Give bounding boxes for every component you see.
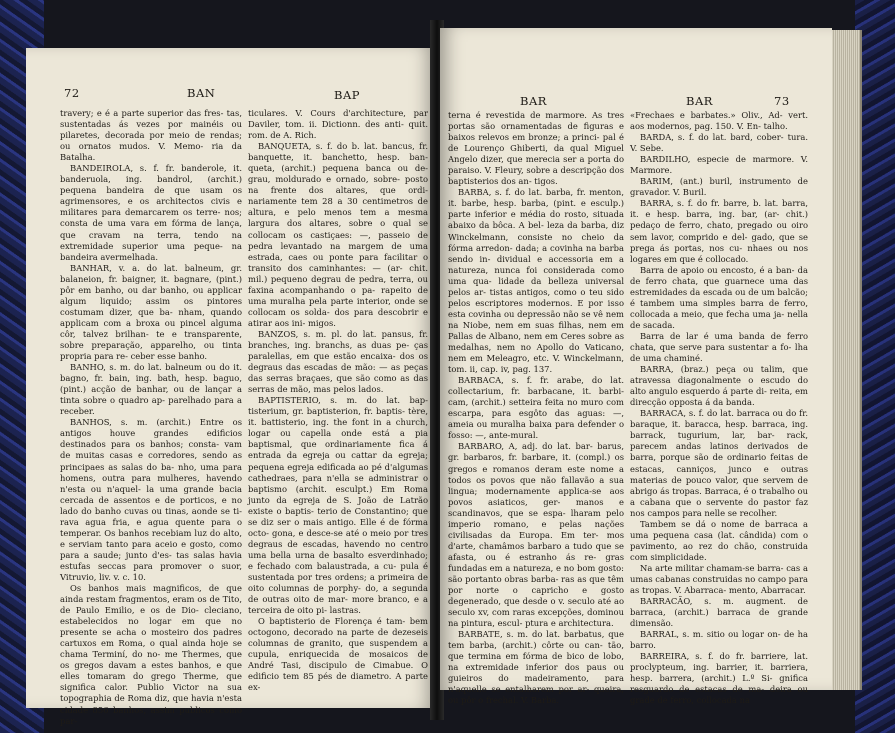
entry-paragraph: BARBARO, A, adj. do lat. bar- barus, gr. barbaros, fr. barbare, it. (compl.) os gregos e romanos deram este nome a todos os povos que não fallavão a sua lingua; modernamente applica-se aos povos asiaticos, ger- manos e scandinavos, que se espa- lharam pelo imperio romano, e pelas nações civilisadas da Europa. Em ter- mos d'arte, chamâmos barbaro a tudo que se afasta, ou é estranho ás re- gras fundadas em a natureza, e no bom gosto: são portanto obras barba- ras as que têm por norte o capricho e gosto degenerado, que desde o v. seculo até ao seculo xv, com raras excepções, dominou na pintura, escul- ptura e architectura. [448, 441, 624, 629]
right-page-column-1 [448, 110, 624, 707]
page-number-left: 72 [64, 86, 80, 100]
entry-paragraph: BARIM, (ant.) buril, instrumento de gravador. V. Buril. [630, 176, 808, 198]
entry-paragraph: BARRAL, s. m. sitio ou logar on- de ha barro. [630, 629, 808, 651]
left-page-column-2 [248, 108, 428, 693]
left-page [26, 48, 434, 726]
entry-paragraph: BANQUETA, s. f. do b. lat. bancus, fr. banquette, it. banchetto, hesp. ban- queta, (archit.) pequena banca ou de- grau, moldurado e ornado, sobre- posto na frente dos altares, que ordi- nariamente tem 28 a 30 centimetros de altura, e pelo menos tem a mesma largura dos altares, sobre o qual se collocam os castiçaes: —, passeio de pedra levantado na margem de uma estrada, caes ou ponte para facilitar o transito dos caminhantes: — (ar- chit. mil.) pequeno degrau de pedra, terra, ou faxina acompanhando o pa- rapeito de uma muralha pela parte interior, onde se collocam os solda- dos para descobrir e atirar aos ini- migos. [248, 141, 428, 328]
entry-paragraph: Barra de apoio ou encosto, é a ban- da de ferro chata, que guarnece uma das estremidades da escada ou de um balcão; é tambem uma simples barra de ferro, collocada a meio, que fecha uma ja- nella de sacada. [630, 264, 808, 330]
left-page-column-1 [60, 108, 242, 727]
running-head-right-1: BAR [520, 94, 547, 108]
entry-paragraph: Barra de lar é uma banda de ferro chata, que serve para sustentar a fo- lha de uma chaminé. [630, 330, 808, 364]
running-head-left-1: BAN [187, 86, 216, 100]
right-page-column-2 [630, 110, 808, 707]
entry-paragraph: BARBA, s. f. do lat. barba, fr. menton, it. barbe, hesp. barba, (pint. e esculp.) parte inferior e média do rosto, situada abaixo da bôca. A bel- leza da barba, diz Winckelmann, consiste no cheio da fórma arredon- dada; a covinha na barba sendo in- dividual e accessoria em a natureza, nunca foi considerada como uma qua- lidade da belleza universal pelos ar- tistas antigos, como o teu sido pelos escriptores modernos. E por isso esta covinha ou depressão não se vê nem na Niobe, nem em suas filhas, nem em Pallas de Albano, nem em Ceres sobre as medalhas, nem no Apollo do Vaticano, nem em Meleagro, etc. V. Winckelmann, tom. ii, cap. iv, pag. 137. [448, 187, 624, 375]
entry-paragraph: Os banhos mais magnificos, de que ainda restam fragmentos, eram os de Tito, de Paulo Emilio, e os de Dio- cleciano, estabelecidos no logar em que no presente se acha o mosteiro dos padres cartuxos em Roma, o qual ainda hoje se chama Terminí, do no- me Thermes, que os gregos davam a estes banhos, e que elles tomaram do grego Therme, que significa calor. Publio Victor na sua topographia de Roma diz, que havia n'esta cidade 856 banhos, assim publicos como par- [60, 583, 242, 726]
entry-paragraph: Na arte militar chamam-se barra- cas a umas cabanas construidas no campo para as tropas. V. Abarraca- mento, Abarracar. [630, 562, 808, 596]
entry-paragraph: Tambem se dá o nome de barraca a uma pequena casa (lat. cândida) com o pavimento, ao rez do chão, construida com simplicidade. [630, 518, 808, 562]
entry-paragraph: BAPTISTERIO, s. m. do lat. bap- tisterium, gr. baptisterion, fr. baptis- tère, it. battisterio, ing. the font in a church, logar ou capella onde está a pia baptismal, que ordinariamente fica á entrada da egreja ou cattar da egreja; pequena egreja edificada ao pé d'algumas cathedraes, para n'ella se administrar o baptismo (archit. esculpt.) Em Roma junto da egreja de S. João de Latrão existe o baptis- terio de Constantino; que se diz ser o mais antigo. Elle é de fórma octo- gona, e desce-se até o meio por tres degraus de escadas, havendo no centro uma bella urna de basalto esverdinhado; e fechado com balaustrada, a cu- pula é sustentada por tres ordens; a primeira de oito columnas de porphy- do, a segunda de outras oito de mar- more branco, e a terceira de oito pi- lastras. [248, 395, 428, 616]
entry-paragraph: BANHO, s. m. do lat. balneum ou do it. bagno, fr. bain, ing. bath, hesp. baguo, (pint.) acção de banhar, ou de lançar a tinta sobre o quadro ap- parelhado para a receber. [60, 362, 242, 417]
entry-paragraph: BARBACA, s. f. fr. arabe, do lat. collectarium, fr. barbacane, it. barbi- cam, (archit.) setteira feita no muro com escarpa, para esgôto das aguas: —, ameia ou muralha baixa para defender o fosso: —, ante-mural. [448, 375, 624, 441]
entry-paragraph: BANHOS, s. m. (archit.) Entre os antigos houve grandes edificios destinados para os banhos; consta- vam de muitas casas e corredores, sendo as principaes as salas do ba- nho, uma para homens, outra para mulheres, havendo n'esta ou n'aquel- la uma grande bacia cercada de assentos e de porticos, e no lado do banho cuvas ou tinas, aonde se ti- rava agua fria, e agua quente para o temperar. Os banhos recebiam luz do alto, e serviam tanto para aceio e gosto, como para a saude; junto d'es- tas salas havia estufas seccas para promover o suor, Vitruvio, liv. v. c. 10. [60, 417, 242, 582]
entry-paragraph: BARRACÃO, s. m. augment. de barraca, (archit.) barraca de grande dimensão. [630, 596, 808, 629]
entry-paragraph: O baptisterio de Florença é tam- bem octogono, decorado na parte de dezeseis columnas de granito, que suspendem a cupula, enriquecida de mosaicos de André Tasi, discipulo de Cimabue. O edificio tem 85 pés de diametro. A parte ex- [248, 616, 428, 693]
entry-paragraph: BARRA, (braz.) peça ou talim, que atravessa diagonalmente o escudo do alto angulo esquerdo á parte di- reita, em direcção opposta á da banda. [630, 364, 808, 408]
entry-paragraph: BARDA, s. f. do lat. bard, cober- tura. V. Sebe. [630, 132, 808, 154]
entry-paragraph: terna é revestida de marmore. As tres portas são ornamentadas de figuras e baixos relevos em bronze; a princi- pal é de Lourenço Ghiberti, da qual Miguel Angelo dizer, que merecia ser a porta do paraiso. V. Fleury, sobre a descripção dos baptisterios dos an- tigos. [448, 110, 624, 187]
entry-paragraph: BARRACA, s. f. do lat. barraca ou do fr. baraque, it. baracca, hesp. barraca, ing. barrack, tugurium, lar, bar- rack, parecem andas latinos derivados de barra, porque são de ordinario feitas de estacas, canniços, junco e outras materias de pouco valor, que servem de abrigo ás tropas. Barraca, é o trabalho ou a cabana que o servente do pastor faz nos campos para nelle se recolher. [630, 408, 808, 518]
right-page [440, 28, 832, 706]
running-head-left-2: BAP [334, 88, 360, 102]
entry-paragraph: BARRA, s. f. do fr. barre, b. lat. barra, it. e hesp. barra, ing. bar, (ar- chit.) pedaço de ferro, chato, pregado ou oiro sem lavor, comprido e del- gado, que se prega ás portas, nos cu- nhaes ou nos logares em que é collocado. [630, 198, 808, 264]
entry-paragraph: BARBATE, s. m. do lat. barbatus, que tem barba, (archit.) côrte ou can- tão, que termina em fórma de bico de lobo, na extremidade inferior dos paus ou guieiros do madeiramento, para n'aquelle se entalharem por ar- queira, ou pôr o frechal. V. Barba. [448, 629, 624, 706]
entry-paragraph: travery; e é a parte superior das fres- tas, sustentadas ás vezes por mainéis ou pilaretes, decorada por meio de rendas; ou ornatos mudos. V. Memo- ria da Batalha. [60, 108, 242, 163]
entry-paragraph: BARDILHO, especie de marmore. V. Marmore. [630, 154, 808, 176]
entry-paragraph: ticulares. V. Cours d'architecture, par Daviler, tom. ii. Dictionn. des anti- quit. rom. de A. Rich. [248, 108, 428, 141]
page-number-right: 73 [774, 94, 790, 108]
entry-paragraph: «Frechaes e barbates.» Oliv., Ad- vert. aos modernos, pag. 150. V. En- talho. [630, 110, 808, 132]
entry-paragraph: BANHAR, v. a. do lat. balneum, gr. balaneion, fr. baigner, it. bagnare, (pint.) pôr em banho, ou dar banho, ou applicar algum liquido; assim os pintores costumam dizer, que ba- nham, quando applicam com a broxa ou pincel alguma côr, talvez brilhan- te e transparente, sobre preparação, apparelho, ou tinta propria para re- ceber esse banho. [60, 262, 242, 362]
entry-paragraph: BANDEIROLA, s. f. fr. banderole, it. banderuola, ing. bandrol, (archit.) pequena bandeira de que usam os agrimensores, e os architectos civis e militares para demarcarem os terre- nos; consta de uma vara em fórma de lança, que cravam na terra, tendo na extremidade superior uma peque- na bandeira avermelhada. [60, 163, 242, 262]
running-head-right-2: BAR [686, 94, 713, 108]
entry-paragraph: BARREIRA, s. f. do fr. barriere, lat. proclypteum, ing. barrier, it. barriera, hesp. barrera, (archit.) L.º Si- gnifica resguardo de estacas de ma- deira ou grade de ferro, collocada na [630, 651, 808, 706]
entry-paragraph: BANZOS, s. m. pl. do lat. pansus, fr. branches, ing. branchs, as duas pe- ças paralellas, em que estão encaixa- dos os degraus das escadas de mão: — as peças das serras braçaes, que são como as das serras de mão, mas pelos lados. [248, 328, 428, 395]
